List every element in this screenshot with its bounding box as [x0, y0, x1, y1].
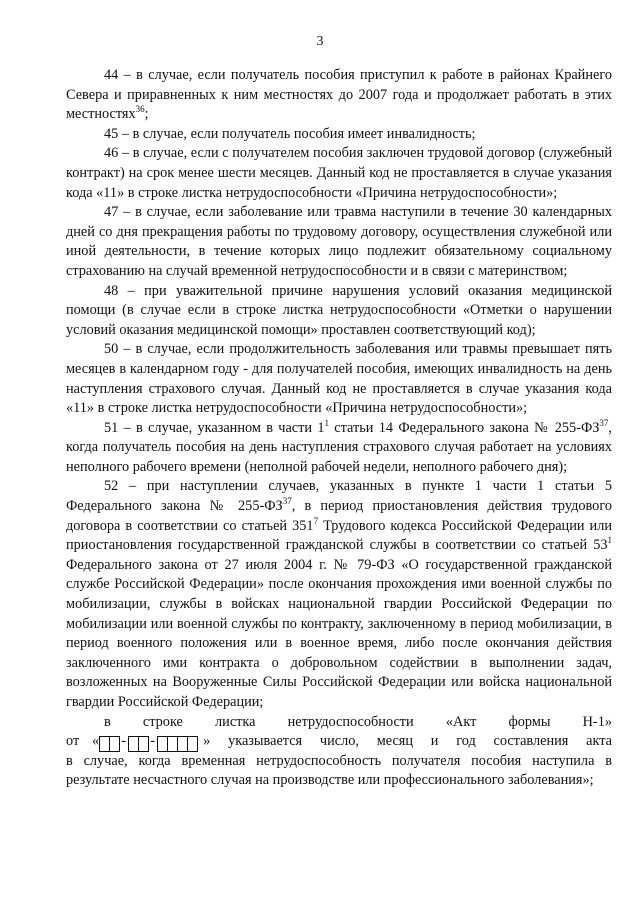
paragraph-text: 44 – в случае, если получатель пособия приступил к работе в районах Крайнего Севера и приравненных к ним местностях до 2007 года и продолжает работать в этих местностях: [66, 67, 612, 123]
paragraph-text: , в период приостановления действия трудового договора в соответствии со статьей 351: [66, 498, 612, 534]
page-number: 3: [316, 34, 324, 49]
paragraph-accident: в случае, когда временная нетрудоспособность получателя пособия наступила в результате несчастного случая на производстве или профессионального заболевания»;: [66, 752, 612, 789]
paragraph-code-46: 46 – в случае, если с получателем пособия заключен трудовой договор (служебный контракт) на срок менее шести месяцев. Данный код не проставляется в случае указания кода «11» в строке листка нетрудоспособности «Причина нетрудоспособности»;: [66, 145, 612, 201]
paragraph-code-44: [66, 66, 612, 125]
document-body: [66, 66, 612, 791]
year-digit-box: [187, 736, 198, 752]
paragraph-text: ;: [144, 106, 149, 123]
date-suffix: » указывается число, месяц и год составления акта: [203, 733, 612, 750]
paragraph-act-n1: в строке листка нетрудоспособности «Акт формы Н-1»: [104, 713, 612, 730]
footnote-ref: 37: [282, 496, 292, 507]
paragraph-text: 52 – при наступлении случаев, указанных в пункте 1 части 1 статьи 5 Федерального закона № 255-ФЗ: [66, 478, 612, 515]
superscript: 7: [313, 515, 319, 526]
paragraph-code-45: 45 – в случае, если получатель пособия имеет инвалидность;: [104, 125, 476, 142]
paragraph-text: Трудового кодекса Российской Федерации или приостановления государственной гражданской службы в соответствии со статьей 53: [66, 517, 612, 554]
date-prefix: от: [66, 733, 80, 750]
paragraph-text: статьи 14 Федерального закона № 255-ФЗ: [328, 419, 600, 436]
paragraph-text: 51 – в случае, указанном в части 1: [104, 419, 325, 436]
date-boxes-line: [66, 732, 612, 752]
paragraph-code-50: 50 – в случае, если продолжительность заболевания или травмы превышает пять месяцев в календарном году - для получателей пособия, имеющих инвалидность на день наступления страхового случая. Данный код не проставляется в случае указания кода «11» в строке листка нетрудоспособности «Причина нетрудоспособности»;: [66, 341, 612, 417]
date-field: [92, 732, 197, 752]
date-separator: -: [121, 733, 127, 750]
paragraph-text: Федерального закона от 27 июля 2004 г. № 79-ФЗ «О государственной гражданской службе Российской Федерации» после окончания прохождения ими военной службы по мобилизации, службы в войсках национальной гвардии Российской Федерации по мобилизации или военной службы по контракту, заключенному в период мобилизации, в период военного положения или в военное время, либо после окончания действия заключенного ими контракта о добровольном содействии в выполнении задач, возложенных на Вооруженные Силы Российской Федерации или войска национальной гвардии Российской Федерации;: [66, 556, 612, 710]
paragraph-code-47: 47 – в случае, если заболевание или травма наступили в течение 30 календарных дней со дня прекращения работы по трудовому договору, осуществления служебной или иной деятельности, в течение которых лицо подлежит обязательному социальному страхованию на случай временной нетрудоспособности и в связи с материнством;: [66, 204, 612, 279]
paragraph-code-52: [66, 477, 612, 712]
paragraph-code-48: 48 – при уважительной причине нарушения условий оказания медицинской помощи (в случае если в строке листка нетрудоспособности «Отметки о нарушении условий оказания медицинской помощи» проставлен соответствующий код);: [66, 282, 612, 338]
paragraph-code-51: [66, 419, 612, 478]
superscript: 1: [607, 535, 612, 546]
date-separator: -: [150, 733, 156, 750]
footnote-ref: 36: [135, 104, 145, 115]
open-quote: «: [92, 733, 100, 750]
paragraph-text: , когда получатель пособия на день наступления страхового случая работает на условиях неполного рабочего времени (неполной рабочей недели, неполного рабочего дня);: [66, 419, 612, 475]
footnote-ref: 37: [599, 417, 609, 428]
superscript: 1: [324, 417, 329, 428]
